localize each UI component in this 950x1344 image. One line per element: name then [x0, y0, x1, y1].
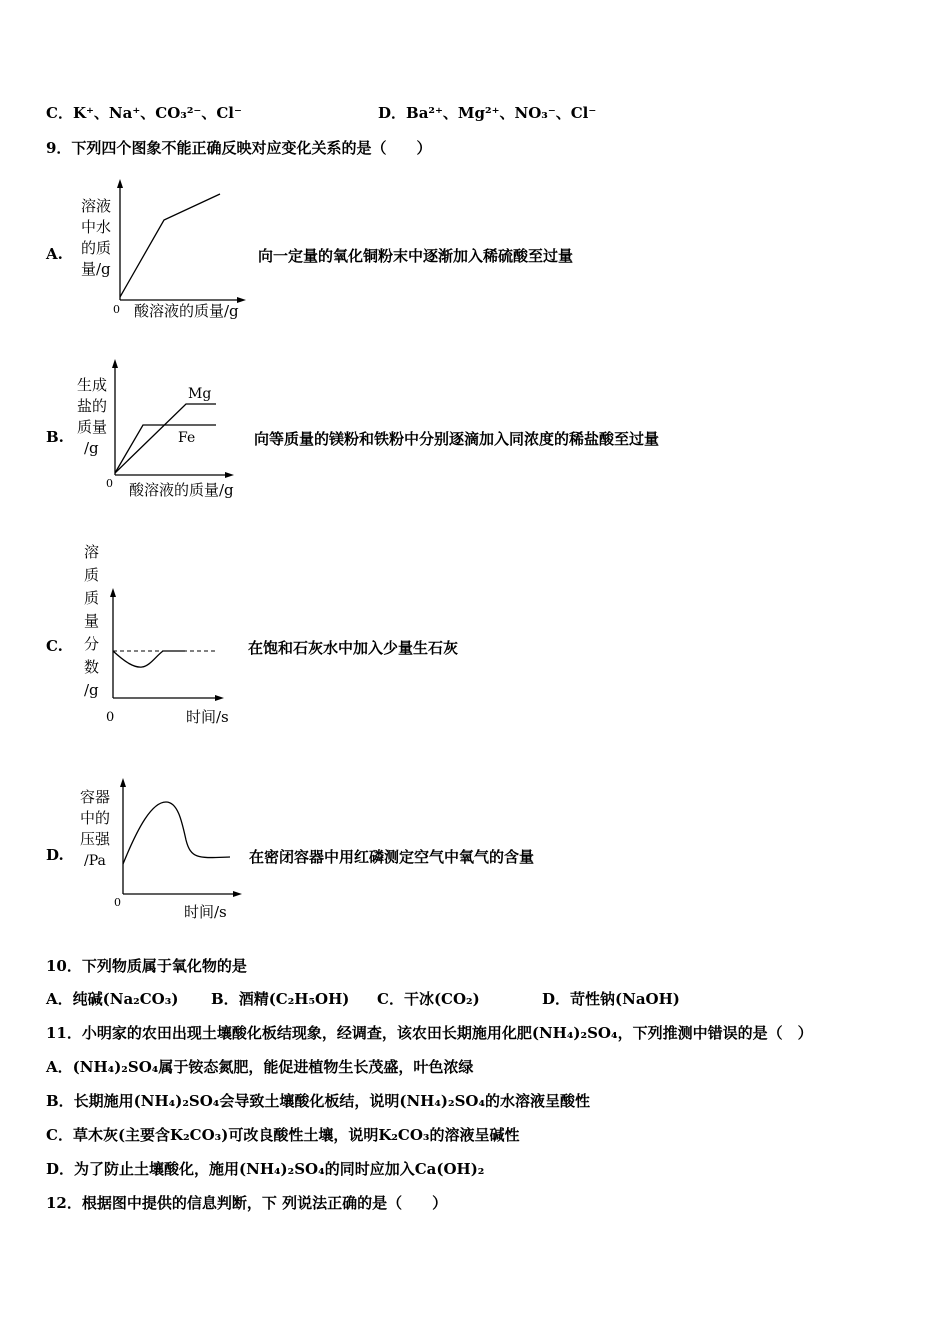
option-letter: C．	[46, 104, 73, 122]
y-label-line: 溶	[84, 543, 100, 561]
x-axis-label: 时间/s	[184, 903, 227, 921]
x-axis-label: 酸溶液的质量/g	[134, 302, 239, 320]
y-label-line: /g	[84, 681, 99, 699]
y-label-line: 质	[84, 589, 100, 607]
q10-option-d	[542, 988, 680, 1009]
origin-label: 0	[106, 710, 115, 725]
q9-d-letter: D.	[46, 846, 64, 864]
q11-option-c: C．草木灰(主要含K₂CO₃)可改良酸性土壤，说明K₂CO₃的溶液呈碱性	[46, 1126, 520, 1144]
option-text: 干冰(CO₂)	[403, 990, 480, 1008]
option-letter: D．	[542, 990, 571, 1008]
option-text: 酒精(C₂H₅OH)	[238, 990, 350, 1008]
y-label-line: 分	[84, 635, 100, 653]
q9-b-letter: B.	[46, 428, 64, 446]
y-label-line: 压强	[80, 830, 111, 848]
q11-stem: 11．小明家的农田出现土壤酸化板结现象，经调查，该农田长期施用化肥(NH₄)₂SO₄，下列推测中错误的是（ ）	[46, 1024, 813, 1042]
y-label-line: /g	[84, 439, 99, 457]
option-letter: D．	[378, 104, 407, 122]
q10-stem: 10．下列物质属于氧化物的是	[46, 957, 247, 975]
y-label-line: 容器	[80, 788, 111, 806]
q9-d-graph	[70, 772, 250, 927]
origin-label: 0	[114, 896, 121, 909]
y-label-line: 的质	[81, 239, 112, 257]
q10-option-b	[211, 988, 349, 1009]
q9-c-letter: C.	[46, 637, 63, 655]
y-label-line: 生成	[77, 376, 108, 394]
q9-stem: 9．下列四个图象不能正确反映对应变化关系的是（ ）	[46, 139, 432, 157]
q9-b-desc: 向等质量的镁粉和铁粉中分别逐滴加入同浓度的稀盐酸至过量	[254, 430, 660, 448]
y-label-line: 量	[84, 612, 100, 630]
y-label-line: 质	[84, 566, 100, 584]
option-text: K⁺、Na⁺、CO₃²⁻、Cl⁻	[72, 104, 242, 122]
q10-option-a	[46, 988, 178, 1009]
y-label-line: 溶液	[81, 197, 112, 215]
x-axis-label: 时间/s	[186, 708, 229, 726]
q8-option-c	[46, 102, 242, 123]
q11-option-b: B．长期施用(NH₄)₂SO₄会导致土壤酸化板结，说明(NH₄)₂SO₄的水溶液呈酸性	[46, 1092, 591, 1110]
option-letter: A．	[46, 990, 73, 1008]
q8-option-d	[378, 102, 596, 123]
series-label-fe: Fe	[178, 430, 196, 446]
q10-option-c	[377, 988, 480, 1009]
option-letter: C．	[377, 990, 404, 1008]
option-text: 纯碱(Na₂CO₃)	[72, 990, 179, 1008]
q12-stem: 12．根据图中提供的信息判断，下 列说法正确的是（ ）	[46, 1194, 448, 1212]
y-label-line: 数	[84, 658, 100, 676]
x-axis-label: 酸溶液的质量/g	[129, 481, 234, 499]
origin-label: 0	[106, 477, 113, 490]
option-text: 苛性钠(NaOH)	[570, 990, 680, 1008]
q9-c-graph	[70, 540, 250, 730]
y-label-line: 中水	[81, 218, 112, 236]
q9-d-desc: 在密闭容器中用红磷测定空气中氧气的含量	[249, 848, 535, 866]
y-label-line: 中的	[80, 809, 111, 827]
y-label-line: 量/g	[81, 260, 111, 278]
series-label-mg: Mg	[188, 386, 212, 402]
q9-a-letter: A.	[46, 245, 63, 263]
q9-a-graph	[70, 175, 260, 325]
option-letter: B．	[211, 990, 239, 1008]
q11-option-a: A．(NH₄)₂SO₄属于铵态氮肥，能促进植物生长茂盛，叶色浓绿	[46, 1058, 474, 1076]
origin-label: 0	[113, 303, 120, 316]
y-label-line: 盐的	[77, 397, 108, 415]
q11-option-d: D．为了防止土壤酸化，施用(NH₄)₂SO₄的同时应加入Ca(OH)₂	[46, 1160, 485, 1178]
y-label-line: 质量	[77, 418, 108, 436]
option-text: Ba²⁺、Mg²⁺、NO₃⁻、Cl⁻	[406, 104, 597, 122]
q9-b-graph	[70, 355, 260, 505]
q9-c-desc: 在饱和石灰水中加入少量生石灰	[248, 639, 459, 657]
y-label-line: /Pa	[84, 853, 106, 869]
q9-a-desc: 向一定量的氧化铜粉末中逐渐加入稀硫酸至过量	[258, 247, 574, 265]
